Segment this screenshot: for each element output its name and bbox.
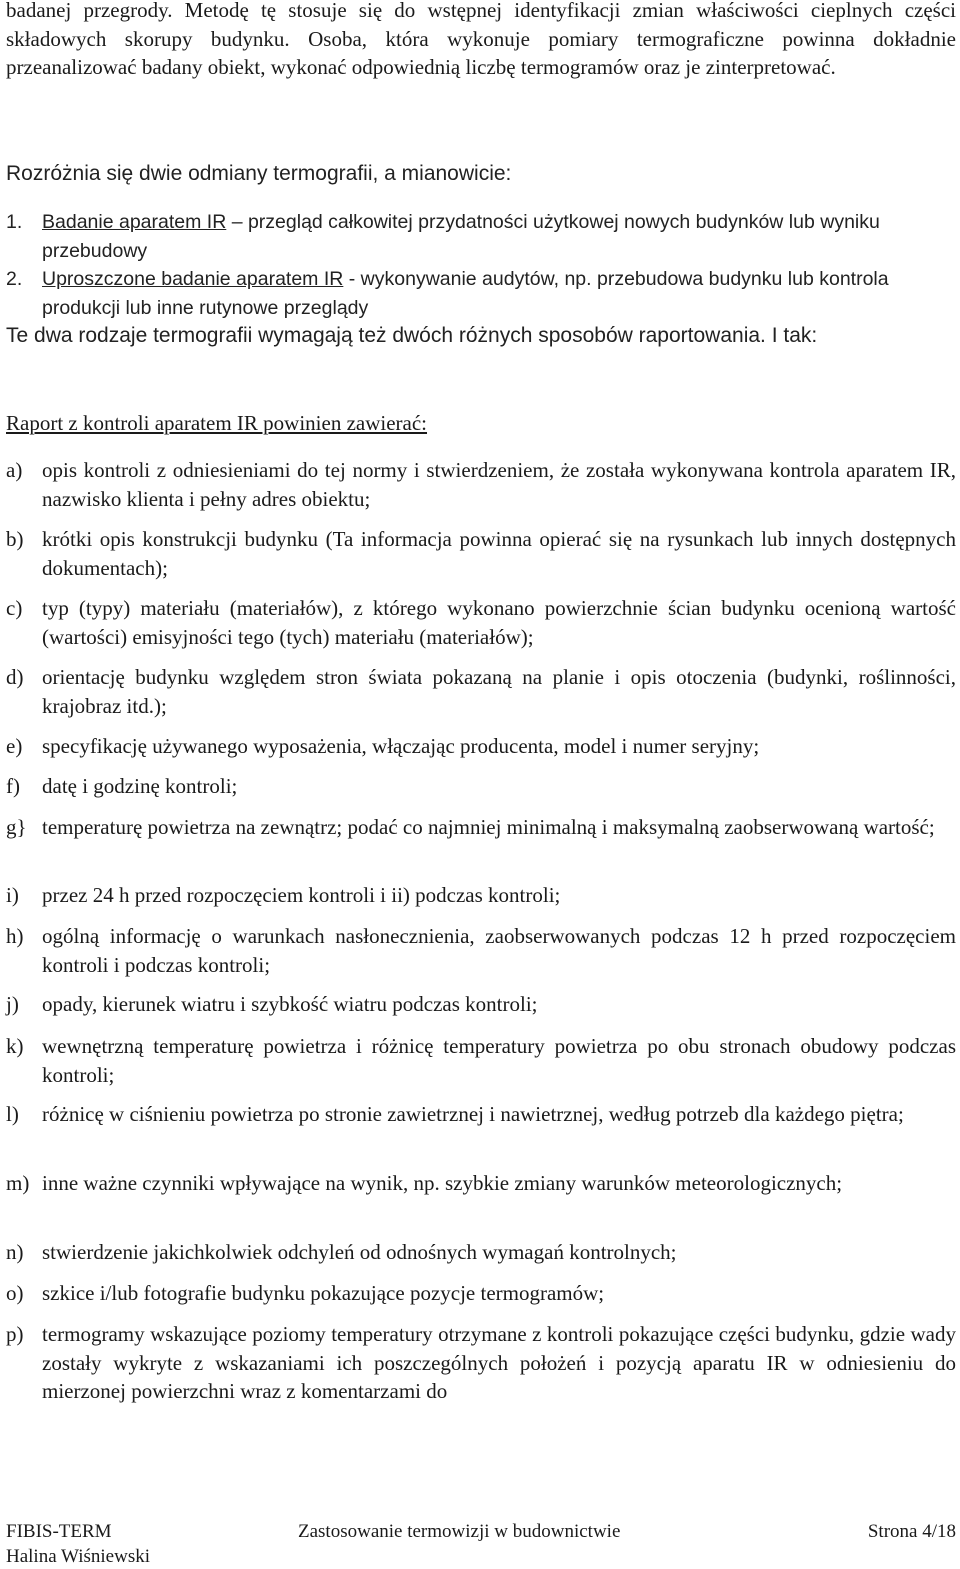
footer-author: Halina Wiśniewski — [6, 1546, 151, 1567]
types-heading: Rozróżnia się dwie odmiany termografii, a mianowicie: — [6, 162, 512, 185]
report-item-letter: j) — [6, 992, 19, 1016]
report-item-text: temperaturę powietrza na zewnątrz; podać co najmniej minimalną i maksymalną zaobserwowaną wartość; — [42, 815, 935, 839]
report-item-text: wewnętrzną temperaturę powietrza i różnicę temperatury powietrza po obu stronach obudowy podczas kontroli; — [42, 1034, 956, 1087]
report-item-text: typ (typy) materiału (materiałów), z którego wykonano powierzchnie ścian budynku ocenioną wartość (wartości) emisyjności tego (tych) materiału (materiałów); — [42, 596, 956, 649]
report-item-text: przez 24 h przed rozpoczęciem kontroli i ii) podczas kontroli; — [42, 883, 561, 907]
report-item-text: krótki opis konstrukcji budynku (Ta informacja powinna opierać się na rysunkach lub innych dostępnych dokumentach); — [42, 527, 956, 580]
footer-page-number: Strona 4/18 — [867, 1521, 956, 1542]
item-text — [42, 208, 956, 265]
report-heading: Raport z kontroli aparatem IR powinien zawierać: — [6, 411, 428, 435]
report-item-text: specyfikację używanego wyposażenia, włączając producenta, model i numer seryjny; — [42, 734, 760, 758]
report-item-letter: l) — [6, 1102, 19, 1126]
report-item-letter: m) — [6, 1171, 30, 1195]
report-item-text: opady, kierunek wiatru i szybkość wiatru podczas kontroli; — [42, 992, 538, 1016]
item-description: – przegląd całkowitej przydatności użytkowej nowych budynków lub wyniku przebudowy — [42, 211, 880, 262]
type-link-ir-inspection[interactable]: Badanie aparatem IR — [42, 211, 227, 233]
report-item-text: szkice i/lub fotografie budynku pokazujące pozycje termogramów; — [42, 1281, 605, 1305]
footer-company: FIBIS-TERM — [6, 1521, 112, 1542]
intro-paragraph: badanej przegrody. Metodę tę stosuje się do wstępnej identyfikacji zmian właściwości cieplnych części składowych skorupy budynku. Osoba, która wykonuje pomiary termograficzne powinna dokładnie przeanalizować badany obiekt, wykonać odpowiednią liczbę termogramów oraz je zinterpretować. — [6, 0, 956, 79]
report-item-text: ogólną informację o warunkach nasłonecznienia, zaobserwowanych podczas 12 h przed rozpoczęciem kontroli i podczas kontroli; — [42, 924, 956, 977]
report-item-letter: p) — [6, 1322, 24, 1346]
report-item-text: datę i godzinę kontroli; — [42, 774, 238, 798]
report-item-letter: h) — [6, 924, 24, 948]
reporting-text: Te dwa rodzaje termografii wymagają też dwóch różnych sposobów raportowania. I tak: — [6, 324, 818, 347]
item-number: 2. — [6, 268, 23, 290]
report-item-letter: a) — [6, 458, 23, 482]
report-item-letter: g} — [6, 815, 27, 839]
report-item-letter: i) — [6, 883, 19, 907]
footer-title: Zastosowanie termowizji w budownictwie — [298, 1521, 621, 1542]
report-item-text: orientację budynku względem stron świata pokazaną na planie i opis otoczenia (budynki, roślinności, krajobraz itd.); — [42, 665, 956, 718]
report-item-letter: n) — [6, 1240, 24, 1264]
report-item-text: termogramy wskazujące poziomy temperatury otrzymane z kontroli pokazujące części budynku, gdzie wady zostały wykryte z wskazaniami ich poszczególnych położeń i pozycją aparatu IR w odniesieniu do mierzonej powierzchni wraz z komentarzami do — [42, 1322, 956, 1403]
report-item-text: inne ważne czynniki wpływające na wynik, np. szybkie zmiany warunków meteorologicznych; — [42, 1171, 843, 1195]
report-item-letter: e) — [6, 734, 23, 758]
item-description: - wykonywanie audytów, np. przebudowa budynku lub kontrola produkcji lub inne rutynowe przeglądy — [42, 268, 889, 319]
item-number: 1. — [6, 211, 23, 233]
item-text — [42, 265, 956, 322]
report-item-letter: b) — [6, 527, 24, 551]
report-item-letter: k) — [6, 1034, 24, 1058]
report-item-letter: o) — [6, 1281, 24, 1305]
report-item-letter: c) — [6, 596, 23, 620]
report-item-text: różnicę w ciśnieniu powietrza po stronie zawietrznej i nawietrznej, według potrzeb dla każdego piętra; — [42, 1102, 904, 1126]
report-item-letter: d) — [6, 665, 24, 689]
report-item-text: opis kontroli z odniesieniami do tej normy i stwierdzeniem, że została wykonywana kontrola aparatem IR, nazwisko klienta i pełny adres obiektu; — [42, 458, 956, 511]
type-link-simplified-ir[interactable]: Uproszczone badanie aparatem IR — [42, 268, 344, 290]
report-item-text: stwierdzenie jakichkolwiek odchyleń od odnośnych wymagań kontrolnych; — [42, 1240, 677, 1264]
report-item-letter: f) — [6, 774, 20, 798]
